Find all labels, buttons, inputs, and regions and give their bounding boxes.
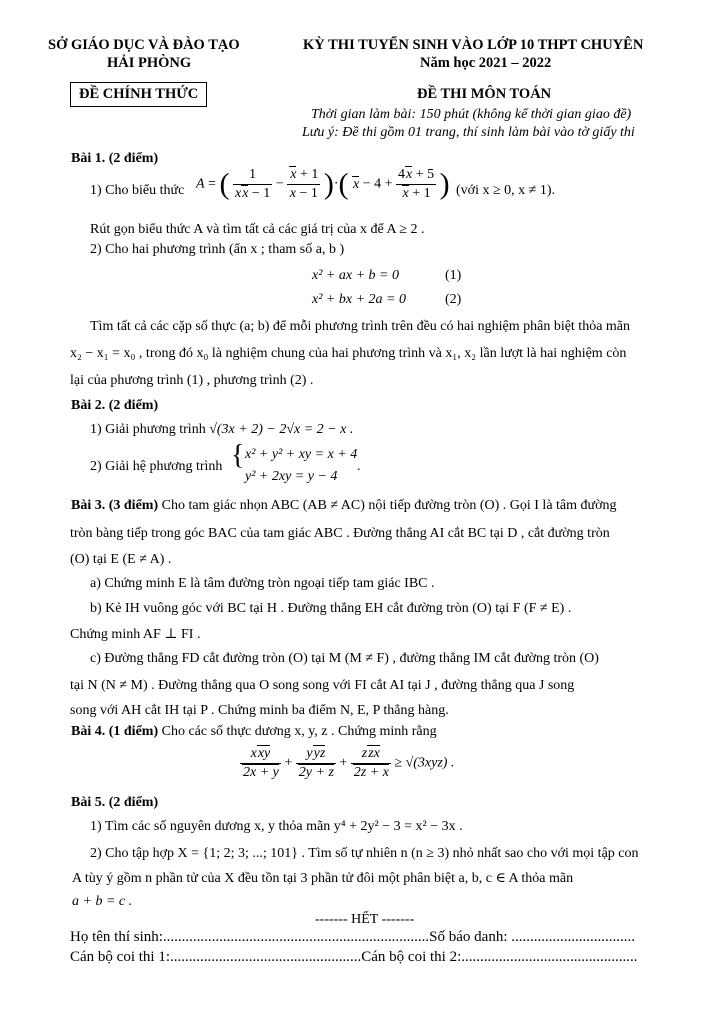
supervisor1-label: Cán bộ coi thi 1:: [70, 949, 170, 965]
equation-1-label: (1): [445, 268, 462, 283]
bai1-p2-intro: 2) Cho hai phương trình (ẩn x ; tham số a, b ): [90, 242, 345, 257]
bai4-title: Bài 4. (1 điểm): [71, 724, 159, 739]
bai3-title: Bài 3. (3 điểm): [71, 498, 159, 513]
bai3-part-c-line1: c) Đường thẳng FD cắt đường tròn (O) tại M (M ≠ F) , đường thẳng IM cắt đường tròn (O): [90, 651, 599, 666]
bai5-p2-line1: 2) Cho tập hợp X = {1; 2; 3; ...; 101} . Tìm số tự nhiên n (n ≥ 3) nhỏ nhất sao cho với mọi tập con: [90, 846, 639, 861]
bai3-line2: tròn bàng tiếp trong góc BAC của tam giác ABC . Đường thẳng AI cắt BC tại D , cắt đường tròn: [70, 526, 610, 541]
bai1-p2-task-line1: Tìm tất cả các cặp số thực (a; b) để mỗi phương trình trên đều có hai nghiệm phân biệt thỏa mãn: [90, 319, 631, 334]
bai2-p2-label: 2) Giải hệ phương trình: [90, 459, 223, 474]
bai5-p1: 1) Tìm các số nguyên dương x, y thỏa mãn y⁴ + 2y² − 3 = x² − 3x .: [90, 819, 463, 834]
equation-1: x² + ax + b = 0: [312, 268, 399, 283]
bai5-title: Bài 5. (2 điểm): [71, 795, 159, 810]
supervisor-line: Cán bộ coi thi 1:...................................................Cán bộ coi thi 2:...............................................: [70, 949, 638, 965]
system-brace: {: [231, 440, 245, 471]
bai1-condition: (với x ≥ 0, x ≠ 1).: [456, 183, 555, 198]
official-exam-box: ĐỀ CHÍNH THỨC: [70, 82, 207, 107]
subject-title: ĐỀ THI MÔN TOÁN: [417, 86, 552, 102]
city-name: HẢI PHÒNG: [107, 55, 192, 71]
system-period: .: [357, 459, 361, 474]
bai3-line1-text: Cho tam giác nhọn ABC (AB ≠ AC) nội tiếp đường tròn (O) . Gọi I là tâm đường: [161, 498, 617, 513]
bai4-inequality: $\frac{\text{xxy}}{2x + y}$ + $\frac{\text{yyz}}{2y + z}$ + $\frac{\text{zzx}}{2z + x}$ ≥ √(3xyz) .: [240, 745, 454, 789]
equation-2-label: (2): [445, 292, 462, 307]
bai3-part-b-line1: b) Kẻ IH vuông góc với BC tại H . Đường thẳng EH cắt đường tròn (O) tại F (F ≠ E) .: [90, 601, 572, 616]
bai5-p2-line3: a + b = c .: [72, 894, 133, 909]
bai3-part-c-line2: tại N (N ≠ M) . Đường thẳng qua O song song với FI cắt AI tại J , đường thẳng qua J song: [70, 678, 575, 693]
bai1-p1-intro: 1) Cho biểu thức: [90, 183, 185, 198]
bai4-line: [71, 723, 437, 741]
expression-a: A = ( $\frac{1}{xx - 1}$ − $\frac{x + 1}{x - 1}$ )·( x − 4 + $\frac{4x + 5}{x + 1}$ ): [196, 167, 450, 201]
bai1-p1-task: Rút gọn biểu thức A và tìm tất cả các giá trị của x để A ≥ 2 .: [90, 222, 425, 237]
school-year: Năm học 2021 – 2022: [420, 55, 552, 71]
system-eq1: x² + y² + xy = x + 4: [245, 447, 358, 462]
bai2-p1: [90, 421, 353, 439]
bai4-rhs: ≥ √(3xyz) .: [394, 755, 455, 771]
bai4-text: Cho các số thực dương x, y, z . Chứng minh rằng: [161, 724, 437, 739]
time-limit: Thời gian làm bài: 150 phút (không kể thời gian giao đề): [311, 107, 632, 122]
candidate-name-line: Họ tên thí sinh:.......................................................................Số báo danh: .................................: [70, 929, 635, 945]
equation-2: x² + bx + 2a = 0: [312, 292, 406, 307]
sbd-label: Số báo danh:: [429, 929, 508, 945]
bai1-title: Bài 1. (2 điểm): [71, 151, 159, 166]
department-name: SỞ GIÁO DỤC VÀ ĐÀO TẠO: [48, 37, 240, 53]
bai1-p2-task-line2: x₂ − x₁ = x₀ , trong đó x₀ là nghiệm chung của hai phương trình và x₁, x₂ lần lượt là hai nghiệm còn: [70, 346, 627, 361]
supervisor2-label: Cán bộ coi thi 2:: [361, 949, 462, 965]
bai3-part-c-line3: song với AH cắt IH tại P . Chứng minh ba điểm N, E, P thẳng hàng.: [70, 703, 449, 718]
bai3-line3: (O) tại E (E ≠ A) .: [70, 552, 172, 567]
system-eq2: y² + 2xy = y − 4: [245, 469, 338, 484]
end-marker: ------- HẾT -------: [315, 912, 415, 927]
bai2-p1-equation: √(3x + 2) − 2√x = 2 − x .: [209, 422, 354, 437]
bai3-line1: [71, 497, 617, 515]
bai3-part-b-line2: Chứng minh AF ⊥ FI .: [70, 627, 201, 642]
exam-note: Lưu ý: Đề thi gồm 01 trang, thí sinh làm bài vào tờ giấy thi: [302, 125, 635, 140]
bai2-title: Bài 2. (2 điểm): [71, 398, 159, 413]
bai1-p2-task-line3: lại của phương trình (1) , phương trình (2) .: [70, 373, 314, 388]
bai5-p2-line2: A tùy ý gồm n phần tử của X đều tồn tại 3 phần tử đôi một phân biệt a, b, c ∈ A thỏa mãn: [72, 871, 574, 886]
bai2-p1-label: 1) Giải phương trình: [90, 422, 206, 437]
candidate-name-label: Họ tên thí sinh:: [70, 929, 163, 945]
bai3-part-a: a) Chứng minh E là tâm đường tròn ngoại tiếp tam giác IBC .: [90, 576, 435, 591]
exam-title: KỲ THI TUYỂN SINH VÀO LỚP 10 THPT CHUYÊN: [303, 37, 644, 53]
